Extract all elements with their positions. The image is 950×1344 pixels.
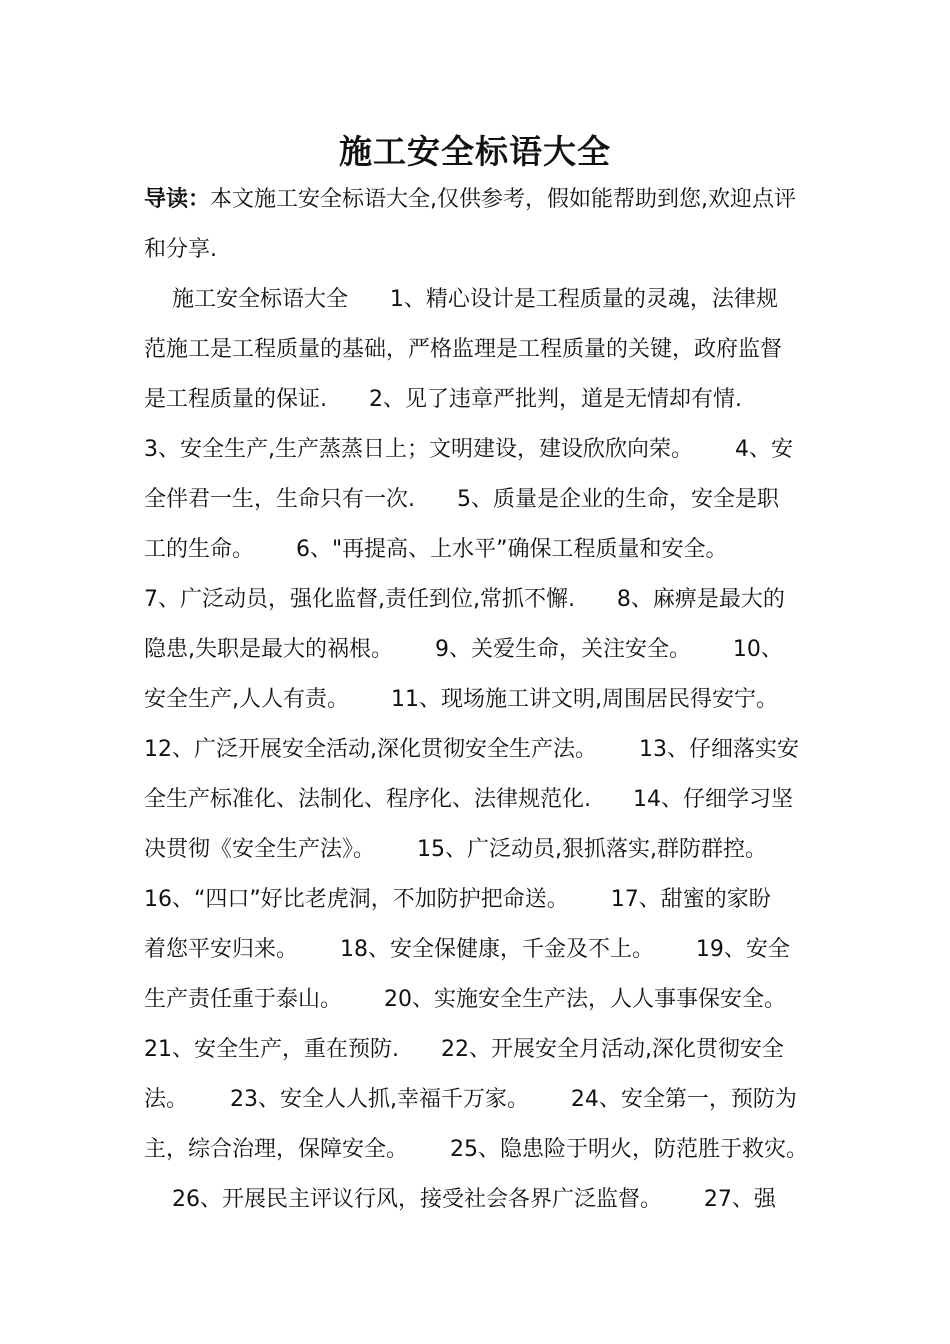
lead-text: 本文施工安全标语大全,仅供参考，假如能帮助到您,欢迎点评 <box>210 187 797 212</box>
body-line: 16、“四口”好比老虎洞，不加防护把命送。 17、甜蜜的家盼 <box>144 887 771 912</box>
body-line: 施工安全标语大全 1、精心设计是工程质量的灵魂，法律规 <box>144 287 778 312</box>
body-line: 范施工是工程质量的基础，严格监理是工程质量的关键，政府监督 <box>144 337 783 362</box>
lead-paragraph-line <box>144 185 824 215</box>
lead-label: 导读： <box>144 187 211 212</box>
body-line: 全伴君一生，生命只有一次. 5、质量是企业的生命，安全是职 <box>144 487 779 512</box>
body-line: 决贯彻《安全生产法》。 15、广泛动员,狠抓落实,群防群控。 <box>144 837 767 862</box>
body-line: 法。 23、安全人人抓,幸福千万家。 24、安全第一，预防为 <box>144 1087 797 1112</box>
body-line: 安全生产,人人有责。 11、现场施工讲文明,周围居民得安宁。 <box>144 687 778 712</box>
lead-paragraph-line: 和分享. <box>144 237 217 262</box>
body-line: 工的生命。 6、"再提高、上水平”确保工程质量和安全。 <box>144 537 728 562</box>
body-line: 生产责任重于泰山。 20、实施安全生产法，人人事事保安全。 <box>144 987 786 1012</box>
body-line: 7、广泛动员，强化监督,责任到位,常抓不懈. 8、麻痹是最大的 <box>144 587 785 612</box>
body-line: 26、开展民主评议行风，接受社会各界广泛监督。 27、强 <box>144 1187 776 1212</box>
body-line: 是工程质量的保证. 2、见了违章严批判，道是无情却有情. <box>144 387 742 412</box>
body-line: 着您平安归来。 18、安全保健康，千金及不上。 19、安全 <box>144 937 790 962</box>
body-line: 21、安全生产，重在预防. 22、开展安全月活动,深化贯彻安全 <box>144 1037 784 1062</box>
body-line: 3、安全生产,生产蒸蒸日上；文明建设，建设欣欣向荣。 4、安 <box>144 437 793 462</box>
body-line: 隐患,失职是最大的祸根。 9、关爱生命，关注安全。 10、 <box>144 637 783 662</box>
body-line: 主，综合治理，保障安全。 25、隐患险于明火，防范胜于救灾。 <box>144 1137 808 1162</box>
body-line: 12、广泛开展安全活动,深化贯彻安全生产法。 13、仔细落实安 <box>144 737 799 762</box>
document-title: 施工安全标语大全 <box>339 132 611 171</box>
body-line: 全生产标准化、法制化、程序化、法律规范化. 14、仔细学习坚 <box>144 787 793 812</box>
